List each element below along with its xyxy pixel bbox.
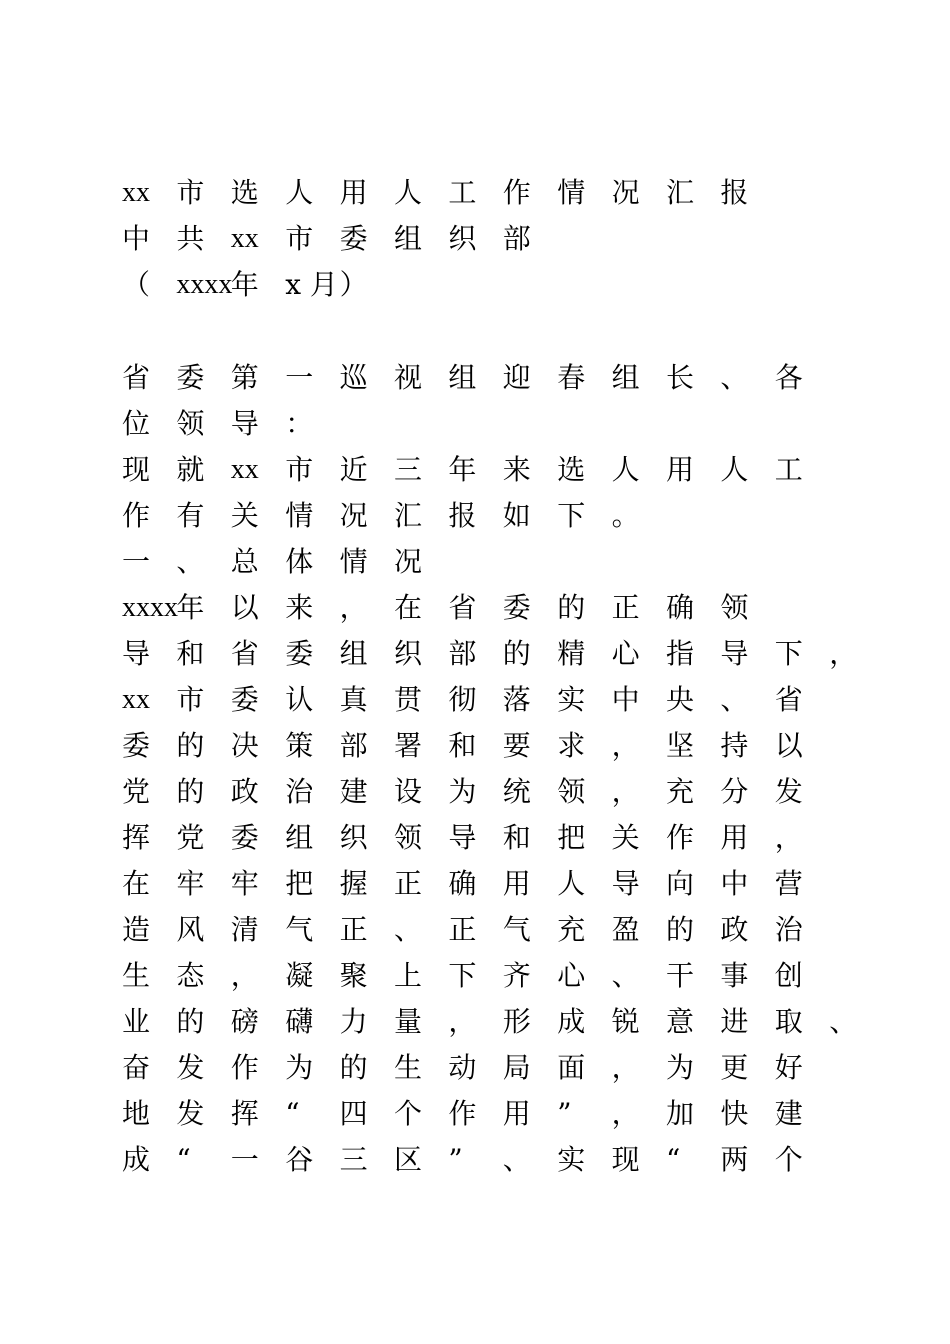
text-char: 和: [176, 637, 205, 670]
text-char: 委: [502, 591, 531, 624]
text-char: 作: [666, 821, 695, 854]
body-text-line: [0, 953, 950, 999]
text-char: 发: [774, 775, 803, 808]
text-char: 迎: [502, 361, 531, 394]
text-char: 组: [339, 637, 368, 670]
text-char: 委: [230, 683, 259, 716]
text-char: 各: [774, 361, 803, 394]
text-char: 两: [720, 1143, 749, 1176]
text-char: 、: [176, 545, 205, 578]
body-text-line: [0, 631, 950, 677]
text-char: 求: [557, 729, 586, 762]
text-char: 加: [666, 1097, 695, 1130]
text-char: 作: [448, 1097, 477, 1130]
text-char: 体: [285, 545, 314, 578]
text-char: 关: [230, 499, 259, 532]
text-char: 省: [122, 361, 151, 394]
text-char: 一: [285, 361, 314, 394]
body-text-line: [0, 815, 950, 861]
text-char: 为: [285, 1051, 314, 1084]
text-char: 如: [502, 499, 531, 532]
text-char: 导: [230, 407, 259, 440]
text-char: 织: [394, 637, 423, 670]
text-char: xxxx: [176, 269, 233, 300]
text-char: 第: [230, 361, 259, 394]
text-char: 实: [557, 683, 586, 716]
text-char: （: [122, 268, 151, 301]
text-char: 持: [720, 729, 749, 762]
text-char: 精: [557, 637, 586, 670]
text-char: 设: [394, 775, 423, 808]
text-char: 决: [230, 729, 259, 762]
text-char: 磅: [230, 1005, 259, 1038]
text-char: 省: [230, 637, 259, 670]
text-char: 把: [285, 867, 314, 900]
text-char: 组: [285, 821, 314, 854]
date-line: [0, 262, 950, 308]
text-char: 确: [666, 591, 695, 624]
text-char: 认: [285, 683, 314, 716]
text-char: 实: [557, 1143, 586, 1176]
text-char: 成: [557, 1005, 586, 1038]
text-char: 向: [666, 867, 695, 900]
text-char: 局: [502, 1051, 531, 1084]
text-char: 现: [122, 453, 151, 486]
text-char: 、: [720, 683, 749, 716]
text-char: 领: [720, 591, 749, 624]
text-char: 年: [230, 268, 259, 301]
text-char: 情: [285, 499, 314, 532]
text-char: 谷: [285, 1143, 314, 1176]
text-char: 委: [176, 361, 205, 394]
text-char: ”: [448, 1143, 463, 1176]
text-char: 分: [720, 775, 749, 808]
text-char: 用: [339, 176, 368, 209]
text-char: ，: [611, 775, 640, 808]
text-char: 彻: [448, 683, 477, 716]
text-char: 领: [557, 775, 586, 808]
text-char: 委: [230, 821, 259, 854]
text-char: 报: [448, 499, 477, 532]
text-char: 干: [666, 959, 695, 992]
text-char: 的: [502, 637, 531, 670]
text-char: 牢: [176, 867, 205, 900]
text-char: 下: [774, 637, 803, 670]
text-char: 部: [448, 637, 477, 670]
text-char: 下: [448, 959, 477, 992]
text-char: 正: [611, 591, 640, 624]
text-char: 面: [557, 1051, 586, 1084]
text-char: 快: [720, 1097, 749, 1130]
salutation-line: [0, 401, 950, 447]
text-char: 发: [176, 1097, 205, 1130]
text-char: 四: [339, 1097, 368, 1130]
text-char: 用: [720, 821, 749, 854]
text-char: 况: [339, 499, 368, 532]
text-char: 政: [230, 775, 259, 808]
text-char: 锐: [611, 1005, 640, 1038]
text-char: 党: [122, 775, 151, 808]
text-char: 心: [557, 959, 586, 992]
text-char: 委: [285, 637, 314, 670]
text-char: 部: [339, 729, 368, 762]
text-char: 正: [394, 867, 423, 900]
text-char: 正: [448, 913, 477, 946]
text-char: 工: [774, 453, 803, 486]
text-char: 营: [774, 867, 803, 900]
text-char: 盈: [611, 913, 640, 946]
text-char: ，: [611, 729, 640, 762]
text-char: 人: [611, 453, 640, 486]
text-char: 位: [122, 407, 151, 440]
text-char: 以: [230, 591, 259, 624]
text-char: 人: [394, 176, 423, 209]
text-char: xx: [230, 223, 259, 254]
text-char: 汇: [394, 499, 423, 532]
text-char: 充: [666, 775, 695, 808]
document-title: [0, 170, 950, 216]
text-char: 导: [448, 821, 477, 854]
text-char: 更: [720, 1051, 749, 1084]
text-char: 汇: [666, 176, 695, 209]
text-char: 统: [502, 775, 531, 808]
text-char: 和: [448, 729, 477, 762]
text-char: 量: [394, 1005, 423, 1038]
text-char: 下: [557, 499, 586, 532]
text-char: 贯: [394, 683, 423, 716]
text-char: 导: [122, 637, 151, 670]
text-char: 态: [176, 959, 205, 992]
text-char: 近: [339, 453, 368, 486]
text-char: 坚: [666, 729, 695, 762]
text-char: 风: [176, 913, 205, 946]
text-char: 报: [720, 176, 749, 209]
text-char: 中: [611, 683, 640, 716]
text-char: 领: [394, 821, 423, 854]
text-char: 作: [230, 1051, 259, 1084]
text-char: 聚: [339, 959, 368, 992]
text-char: 的: [666, 913, 695, 946]
text-char: 指: [666, 637, 695, 670]
text-char: 齐: [502, 959, 531, 992]
text-char: 选: [557, 453, 586, 486]
text-char: “: [285, 1097, 300, 1130]
text-char: 年: [448, 453, 477, 486]
text-char: 为: [666, 1051, 695, 1084]
text-char: xx: [122, 177, 150, 208]
text-char: 现: [611, 1143, 640, 1176]
body-text-line: [0, 723, 950, 769]
text-char: 建: [774, 1097, 803, 1130]
text-char: 中: [720, 867, 749, 900]
text-char: 一: [122, 545, 151, 578]
text-char: ，: [448, 1005, 477, 1038]
text-char: “: [176, 1143, 191, 1176]
text-char: 人: [557, 867, 586, 900]
text-char: 治: [285, 775, 314, 808]
text-char: 握: [339, 867, 368, 900]
text-char: “: [666, 1143, 681, 1176]
text-char: 策: [285, 729, 314, 762]
text-char: 用: [666, 453, 695, 486]
text-char: 意: [666, 1005, 695, 1038]
text-char: 个: [774, 1143, 803, 1176]
text-char: 工: [448, 176, 477, 209]
text-char: 共: [176, 222, 205, 255]
text-char: 个: [394, 1097, 423, 1130]
text-char: 况: [611, 176, 640, 209]
text-char: 三: [394, 453, 423, 486]
text-char: 市: [285, 222, 314, 255]
text-char: 总: [230, 545, 259, 578]
text-char: 委: [122, 729, 151, 762]
text-char: 署: [394, 729, 423, 762]
text-char: 牢: [230, 867, 259, 900]
text-char: 以: [774, 729, 803, 762]
text-char: 党: [176, 821, 205, 854]
text-char: 、: [829, 1005, 858, 1038]
text-char: 一: [230, 1143, 259, 1176]
text-char: ）: [339, 268, 368, 301]
text-char: 人: [720, 453, 749, 486]
intro-line: [0, 493, 950, 539]
text-char: 在: [122, 867, 151, 900]
text-char: 领: [176, 407, 205, 440]
text-char: 成: [122, 1143, 151, 1176]
text-char: 况: [394, 545, 423, 578]
body-text-line: [0, 907, 950, 953]
text-char: ，: [230, 959, 259, 992]
body-text-line: [0, 1091, 950, 1137]
text-char: 组: [448, 361, 477, 394]
text-char: 来: [502, 453, 531, 486]
text-char: 的: [176, 1005, 205, 1038]
text-char: 、: [611, 959, 640, 992]
text-char: 作: [502, 176, 531, 209]
text-char: 织: [339, 821, 368, 854]
text-char: x 月: [285, 268, 338, 301]
text-char: 的: [176, 729, 205, 762]
text-char: 用: [502, 867, 531, 900]
text-char: 省: [448, 591, 477, 624]
text-char: 落: [502, 683, 531, 716]
body-text-line: [0, 999, 950, 1045]
text-char: 作: [122, 499, 151, 532]
text-char: 委: [339, 222, 368, 255]
text-char: 为: [448, 775, 477, 808]
text-char: ，: [829, 637, 858, 670]
text-char: xx: [122, 684, 150, 715]
text-char: 礴: [285, 1005, 314, 1038]
intro-line: [0, 447, 950, 493]
text-char: 中: [122, 222, 151, 255]
text-char: 区: [394, 1143, 423, 1176]
text-char: ，: [774, 821, 803, 854]
text-char: 要: [502, 729, 531, 762]
text-char: 动: [448, 1051, 477, 1084]
text-char: 的: [176, 775, 205, 808]
text-char: 地: [122, 1097, 151, 1130]
body-text-line: [0, 769, 950, 815]
text-char: 就: [176, 453, 205, 486]
text-char: 选: [230, 176, 259, 209]
text-char: 央: [666, 683, 695, 716]
text-char: 政: [720, 913, 749, 946]
text-char: ，: [611, 1051, 640, 1084]
text-char: 关: [611, 821, 640, 854]
text-char: 长: [666, 361, 695, 394]
text-char: 生: [122, 959, 151, 992]
body-text-line: [0, 585, 950, 631]
issuer-line: [0, 216, 950, 262]
text-char: 人: [285, 176, 314, 209]
text-char: 清: [230, 913, 259, 946]
text-char: 来: [285, 591, 314, 624]
text-char: 治: [774, 913, 803, 946]
text-char: ”: [557, 1097, 572, 1130]
text-char: 真: [339, 683, 368, 716]
text-char: 、: [720, 361, 749, 394]
text-char: 组: [394, 222, 423, 255]
text-char: 力: [339, 1005, 368, 1038]
text-char: 在: [394, 591, 423, 624]
text-char: 创: [774, 959, 803, 992]
text-char: 市: [285, 453, 314, 486]
text-char: 、: [502, 1143, 531, 1176]
section-heading: [0, 539, 950, 585]
text-char: 和: [502, 821, 531, 854]
text-char: 市: [176, 683, 205, 716]
text-char: 年: [176, 591, 205, 624]
text-char: 生: [394, 1051, 423, 1084]
text-char: 奋: [122, 1051, 151, 1084]
text-char: 正: [339, 913, 368, 946]
text-char: 视: [394, 361, 423, 394]
text-char: 充: [557, 913, 586, 946]
text-char: 织: [448, 222, 477, 255]
text-char: 好: [774, 1051, 803, 1084]
text-char: 气: [285, 913, 314, 946]
text-char: 春: [557, 361, 586, 394]
text-char: 导: [611, 867, 640, 900]
text-char: 事: [720, 959, 749, 992]
text-char: 组: [611, 361, 640, 394]
text-char: 巡: [339, 361, 368, 394]
body-text-line: [0, 861, 950, 907]
text-char: 业: [122, 1005, 151, 1038]
text-char: 部: [502, 222, 531, 255]
text-char: 有: [176, 499, 205, 532]
text-char: 用: [502, 1097, 531, 1130]
text-char: ，: [339, 591, 368, 624]
text-char: 挥: [230, 1097, 259, 1130]
body-text-line: [0, 677, 950, 723]
text-char: 造: [122, 913, 151, 946]
text-char: 凝: [285, 959, 314, 992]
body-text-line: [0, 1137, 950, 1183]
text-char: 的: [557, 591, 586, 624]
text-char: 省: [774, 683, 803, 716]
text-char: 发: [176, 1051, 205, 1084]
text-char: 。: [611, 499, 640, 532]
text-char: xx: [230, 454, 259, 485]
text-char: 、: [394, 913, 423, 946]
text-char: 进: [720, 1005, 749, 1038]
text-char: 情: [557, 176, 586, 209]
text-char: 的: [339, 1051, 368, 1084]
text-char: 确: [448, 867, 477, 900]
text-char: 挥: [122, 821, 151, 854]
text-char: xxxx: [122, 592, 178, 623]
text-char: 市: [176, 176, 205, 209]
body-text-line: [0, 1045, 950, 1091]
text-char: 导: [720, 637, 749, 670]
salutation-line: [0, 355, 950, 401]
text-char: 气: [502, 913, 531, 946]
text-char: 情: [339, 545, 368, 578]
text-char: 心: [611, 637, 640, 670]
text-char: 形: [502, 1005, 531, 1038]
text-char: 把: [557, 821, 586, 854]
text-char: ，: [611, 1097, 640, 1130]
text-char: 上: [394, 959, 423, 992]
text-char: ：: [285, 407, 314, 440]
text-char: 取: [774, 1005, 803, 1038]
text-char: 建: [339, 775, 368, 808]
text-char: 三: [339, 1143, 368, 1176]
